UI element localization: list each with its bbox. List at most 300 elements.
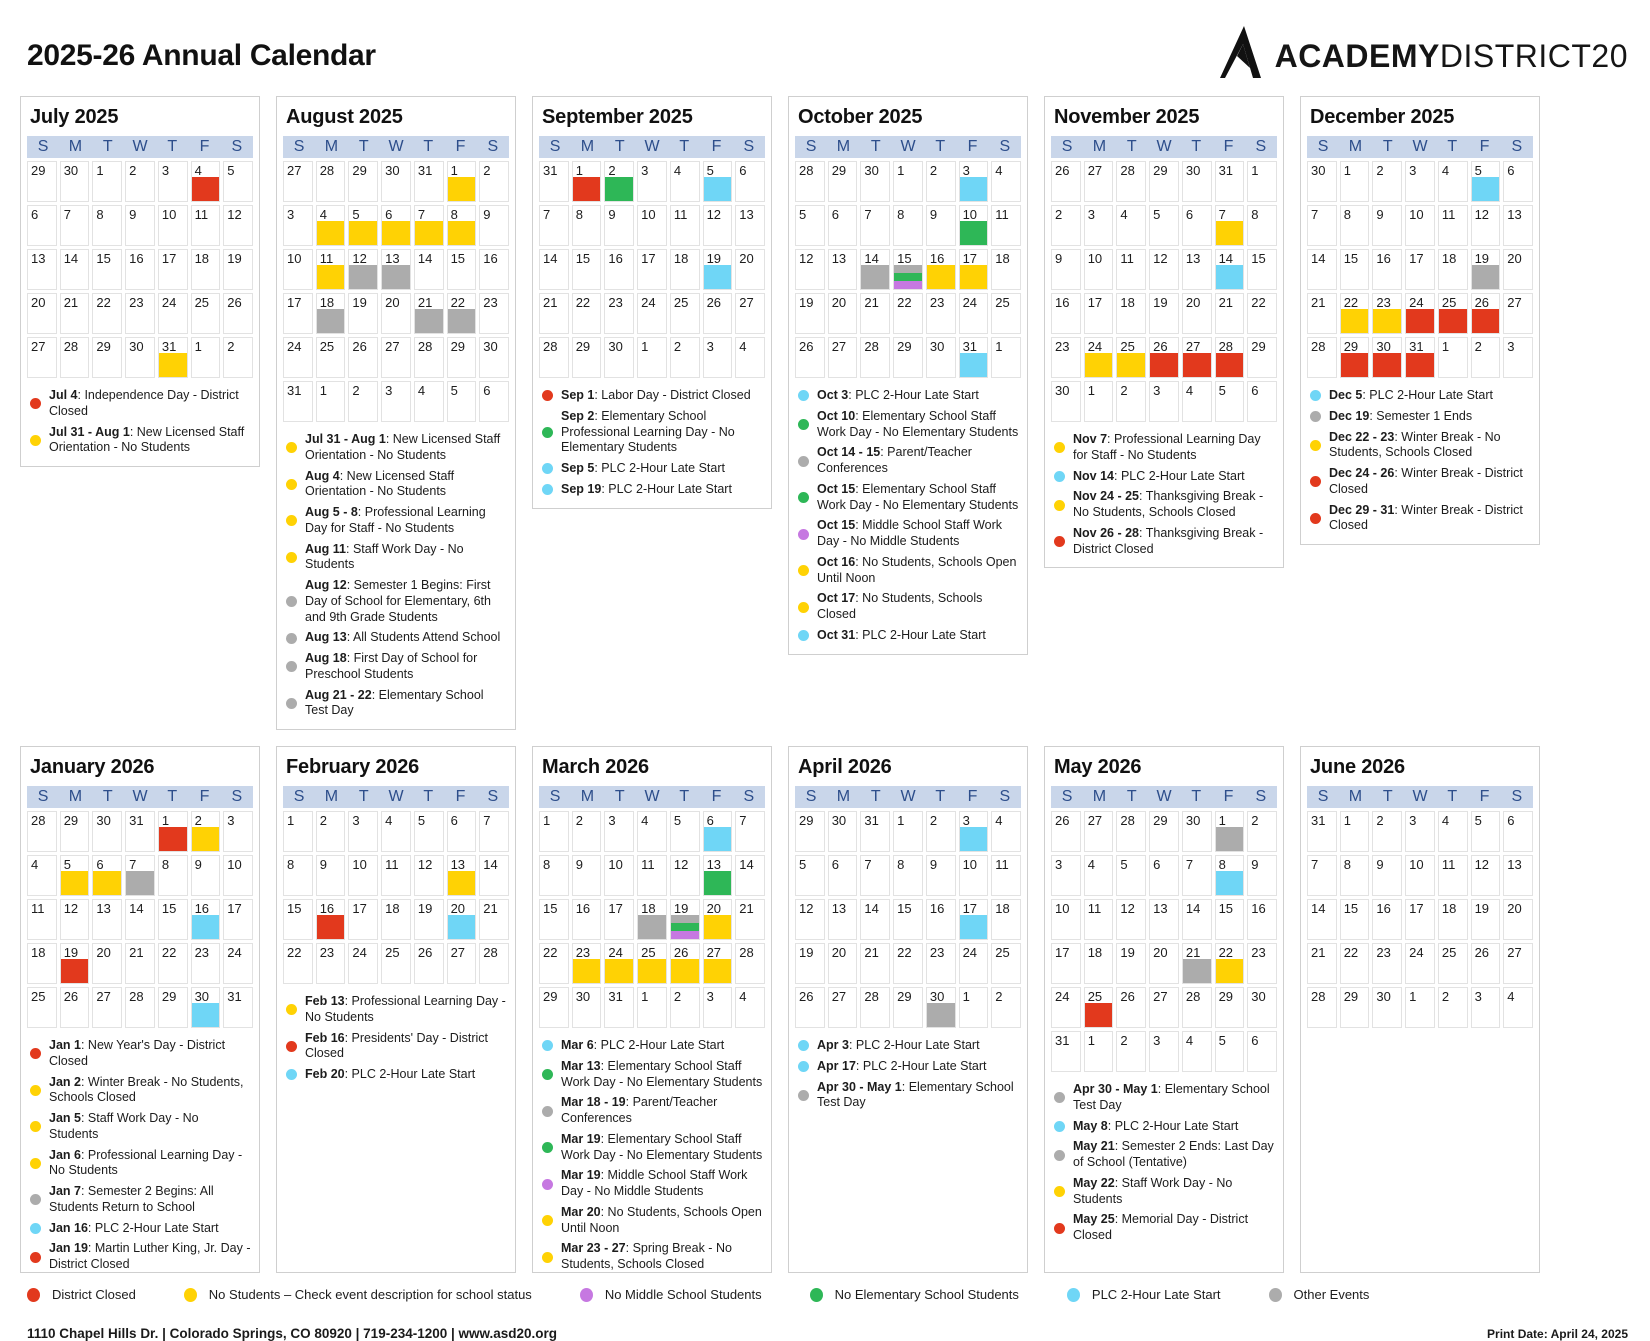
weekday-letter: T: [102, 788, 113, 805]
event-text: Mar 6: PLC 2-Hour Late Start: [561, 1038, 725, 1052]
day-number: 3: [352, 813, 360, 828]
weekday-letter: W: [644, 138, 660, 155]
day-number: 3: [641, 163, 649, 178]
day-cell: [926, 293, 956, 334]
highlight-gray: [126, 871, 154, 895]
day-cell: [1149, 205, 1179, 246]
day-number: 20: [1153, 945, 1168, 960]
day-number: 3: [1409, 163, 1417, 178]
day-cell: [447, 337, 477, 378]
month-panel-january-2026: [20, 746, 260, 1273]
day-cell: [125, 337, 155, 378]
day-cell: [926, 205, 956, 246]
day-cell: [158, 293, 188, 334]
day-cell: [828, 205, 858, 246]
day-cell: [604, 899, 634, 940]
day-number: 17: [352, 901, 367, 916]
day-cell: [1340, 293, 1370, 334]
day-number: 6: [1507, 163, 1515, 178]
day-highlight: [960, 265, 988, 289]
day-number: 13: [831, 901, 847, 916]
day-cell: [191, 205, 221, 246]
day-cell: [1247, 943, 1277, 984]
day-cell: [27, 899, 57, 940]
day-cell: [479, 811, 509, 852]
day-cell: [959, 337, 989, 378]
day-highlight: [927, 1003, 955, 1027]
day-cell: [1307, 161, 1337, 202]
weekday-letter: F: [711, 138, 722, 155]
day-cell: [637, 899, 667, 940]
day-cell: [1503, 205, 1533, 246]
day-number: 9: [1251, 857, 1259, 872]
day-cell: [1247, 161, 1277, 202]
day-number: 5: [1153, 207, 1161, 222]
day-number: 1: [995, 339, 1003, 354]
event-item: [1054, 1139, 1275, 1171]
day-number: 30: [1251, 989, 1266, 1004]
event-dot-yellow: [542, 1252, 553, 1263]
event-list: [795, 1038, 1021, 1111]
weekday-header: [27, 136, 253, 158]
day-cell: [1438, 249, 1468, 290]
day-cell: [1051, 943, 1081, 984]
day-highlight: [605, 959, 633, 983]
day-number: 12: [352, 251, 367, 266]
day-number: 22: [161, 945, 177, 960]
day-number: 2: [129, 163, 137, 178]
day-number: 28: [417, 339, 433, 354]
day-cell: [223, 811, 253, 852]
day-cell: [1149, 855, 1179, 896]
day-number: 4: [1120, 207, 1128, 222]
day-cell: [1372, 811, 1402, 852]
day-highlight: [671, 915, 699, 939]
day-cell: [1215, 899, 1245, 940]
event-text: Sep 2: Elementary School Professional Learning Day - No Elementary Students: [561, 408, 735, 455]
highlight-yellow: [1117, 353, 1145, 377]
day-cell: [1372, 943, 1402, 984]
event-item: [542, 1132, 763, 1164]
event-dot-purple: [542, 1179, 553, 1190]
day-number: 8: [897, 857, 905, 872]
day-number: 29: [831, 163, 847, 178]
district-logo: [1217, 26, 1628, 87]
event-dot-yellow: [30, 435, 41, 446]
day-highlight: [573, 959, 601, 983]
day-number: 4: [641, 813, 649, 828]
day-number: 31: [1055, 1033, 1070, 1048]
day-cell: [959, 249, 989, 290]
day-number: 10: [608, 857, 623, 872]
day-cell: [1182, 987, 1212, 1028]
day-number: 6: [1507, 813, 1515, 828]
day-number: 27: [1153, 989, 1168, 1004]
weekday-letter: F: [711, 788, 722, 805]
highlight-gray: [894, 265, 922, 273]
highlight-gray: [927, 1003, 955, 1027]
day-cell: [1405, 293, 1435, 334]
day-number: 11: [319, 251, 334, 266]
day-cell: [539, 811, 569, 852]
day-cell: [125, 855, 155, 896]
event-text: Mar 19: Elementary School Staff Work Day - No Elementary Students: [561, 1131, 763, 1162]
month-title: May 2026: [1054, 756, 1142, 778]
weekday-letter: T: [102, 138, 113, 155]
day-number: 22: [897, 295, 912, 310]
highlight-yellow: [448, 871, 476, 895]
event-dot-gray: [798, 1090, 809, 1101]
weekday-letter: S: [1511, 138, 1523, 155]
day-number: 6: [706, 813, 714, 828]
day-number: 9: [608, 207, 616, 222]
day-number: 19: [673, 901, 689, 916]
highlight-blue: [1472, 177, 1500, 201]
event-item: [798, 409, 1019, 441]
event-item: [798, 628, 1019, 644]
day-cell: [348, 855, 378, 896]
day-number: 9: [929, 857, 938, 872]
day-highlight: [960, 353, 988, 377]
day-cell: [348, 337, 378, 378]
day-number: 8: [1343, 857, 1351, 872]
event-dot-red: [542, 390, 553, 401]
day-cell: [414, 293, 444, 334]
weekday-letter: M: [324, 138, 339, 155]
day-cell: [670, 899, 700, 940]
day-number: 29: [897, 339, 912, 354]
day-cell: [1182, 249, 1212, 290]
day-cell: [27, 987, 57, 1028]
day-cell: [125, 205, 155, 246]
highlight-yellow: [349, 221, 377, 245]
highlight-blue: [1216, 871, 1244, 895]
day-number: 3: [1055, 857, 1063, 872]
event-item: [542, 1038, 763, 1054]
day-number: 28: [483, 945, 498, 960]
day-number: 9: [575, 857, 583, 872]
event-text: Apr 3: PLC 2-Hour Late Start: [817, 1038, 980, 1052]
event-text: Jul 31 - Aug 1: New Licensed Staff Orientation - No Students: [49, 424, 245, 455]
event-item: [286, 505, 507, 537]
day-cell: [670, 161, 700, 202]
day-number: 28: [739, 945, 754, 960]
day-cell: [860, 811, 890, 852]
day-cell: [637, 205, 667, 246]
day-number: 29: [352, 163, 367, 178]
day-number: 29: [1343, 339, 1359, 354]
day-number: 3: [161, 163, 170, 178]
day-cell: [572, 855, 602, 896]
day-highlight: [1406, 309, 1434, 333]
logo-text: [1275, 38, 1628, 75]
day-cell: [1471, 293, 1501, 334]
day-highlight: [317, 265, 345, 289]
day-number: 30: [929, 339, 945, 354]
day-number: 7: [864, 857, 872, 872]
day-number: 28: [1218, 339, 1234, 354]
weekday-letter: T: [167, 138, 178, 155]
day-number: 3: [706, 339, 714, 354]
event-item: [30, 425, 251, 457]
event-dot-red: [30, 1252, 41, 1263]
day-cell: [316, 249, 346, 290]
day-cell: [1116, 161, 1146, 202]
day-number: 17: [641, 251, 656, 266]
event-text: Jan 6: Professional Learning Day - No Students: [49, 1147, 243, 1178]
day-number: 11: [995, 207, 1009, 222]
day-cell: [539, 943, 569, 984]
event-dot-blue: [798, 1040, 809, 1051]
weekday-letter: S: [293, 788, 305, 805]
day-number: 2: [608, 163, 616, 178]
month-title: October 2025: [798, 106, 923, 128]
day-cell: [60, 987, 90, 1028]
day-number: 12: [1474, 207, 1490, 222]
event-dot-green: [542, 1142, 553, 1153]
day-number: 29: [31, 163, 46, 178]
weekday-letter: T: [423, 788, 434, 805]
day-number: 16: [929, 901, 945, 916]
day-cell: [1215, 943, 1245, 984]
day-number: 14: [129, 901, 144, 916]
weekday-letter: F: [967, 138, 978, 155]
day-number: 14: [63, 251, 79, 266]
day-cell: [1247, 987, 1277, 1028]
day-number: 23: [129, 295, 144, 310]
day-cell: [1247, 381, 1277, 422]
day-cell: [125, 249, 155, 290]
day-cell: [539, 249, 569, 290]
day-number: 31: [1409, 339, 1424, 354]
day-cell: [447, 161, 477, 202]
day-cell: [223, 987, 253, 1028]
event-text: Mar 23 - 27: Spring Break - No Students, Schools Closed: [561, 1241, 732, 1271]
weekday-letter: S: [293, 138, 305, 155]
day-number: 11: [31, 901, 45, 916]
day-cell: [316, 811, 346, 852]
day-number: 2: [929, 163, 938, 178]
event-item: [1310, 409, 1531, 425]
day-cell: [447, 249, 477, 290]
day-cell: [447, 381, 477, 422]
day-number: 22: [1251, 295, 1266, 310]
day-number: 7: [1311, 207, 1319, 222]
event-text: May 22: Staff Work Day - No Students: [1073, 1175, 1233, 1206]
day-number: 13: [385, 251, 400, 266]
day-cell: [1116, 205, 1146, 246]
day-number: 29: [1153, 163, 1168, 178]
day-number: 6: [483, 383, 491, 398]
weekday-letter: F: [1223, 138, 1234, 155]
day-cell: [1247, 1031, 1277, 1072]
day-number: 21: [864, 945, 879, 960]
day-cell: [27, 161, 57, 202]
day-number: 9: [319, 857, 327, 872]
day-number: 11: [1441, 207, 1456, 222]
day-number: 1: [194, 339, 202, 354]
day-number: 6: [1251, 1033, 1259, 1048]
day-cell: [316, 205, 346, 246]
day-cell: [479, 899, 509, 940]
day-cell: [1182, 161, 1212, 202]
day-number: 25: [31, 989, 46, 1004]
day-cell: [414, 161, 444, 202]
day-cell: [539, 337, 569, 378]
event-text: Feb 13: Professional Learning Day - No Students: [305, 994, 506, 1024]
day-grid: [795, 161, 1021, 378]
day-number: 28: [864, 989, 879, 1004]
event-dot-gray: [30, 1194, 41, 1205]
day-cell: [1503, 161, 1533, 202]
day-cell: [381, 337, 411, 378]
day-cell: [223, 855, 253, 896]
day-cell: [283, 811, 313, 852]
day-cell: [1405, 205, 1435, 246]
highlight-yellow: [159, 353, 187, 377]
day-highlight: [448, 871, 476, 895]
day-grid: [27, 161, 253, 378]
day-number: 26: [1474, 295, 1490, 310]
day-grid: [1051, 811, 1277, 1072]
day-number: 2: [673, 339, 682, 354]
day-highlight: [1341, 309, 1369, 333]
event-dot-green: [542, 1069, 553, 1080]
day-number: 30: [1376, 989, 1391, 1004]
day-number: 3: [962, 163, 970, 178]
day-cell: [381, 293, 411, 334]
legend-label: No Elementary School Students: [834, 1287, 1019, 1302]
weekday-letter: W: [1156, 788, 1172, 805]
day-number: 10: [1409, 857, 1424, 872]
day-number: 1: [962, 989, 970, 1004]
day-highlight: [1341, 353, 1369, 377]
highlight-yellow: [605, 959, 633, 983]
day-number: 4: [385, 813, 393, 828]
day-cell: [283, 205, 313, 246]
legend-label: No Students – Check event description for school status: [208, 1287, 532, 1302]
day-cell: [447, 899, 477, 940]
day-cell: [60, 161, 90, 202]
day-number: 4: [194, 163, 202, 178]
day-cell: [158, 337, 188, 378]
event-text: Apr 17: PLC 2-Hour Late Start: [817, 1058, 987, 1073]
highlight-gray: [448, 309, 476, 333]
day-number: 20: [1507, 251, 1522, 266]
day-highlight: [1406, 353, 1434, 377]
day-number: 24: [1087, 339, 1103, 354]
day-highlight: [1373, 309, 1401, 333]
day-cell: [381, 161, 411, 202]
day-highlight: [894, 265, 922, 289]
day-cell: [1084, 381, 1114, 422]
event-dot-blue: [1054, 1121, 1065, 1132]
day-cell: [1084, 855, 1114, 896]
day-number: 7: [63, 207, 71, 222]
day-number: 31: [543, 163, 558, 178]
day-cell: [703, 899, 733, 940]
day-cell: [1084, 811, 1114, 852]
day-cell: [893, 249, 923, 290]
day-cell: [735, 205, 765, 246]
day-cell: [670, 943, 700, 984]
month-panel-december-2025: [1300, 96, 1540, 545]
day-cell: [1247, 899, 1277, 940]
month-panel-october-2025: [788, 96, 1028, 655]
day-number: 12: [1153, 251, 1168, 266]
day-cell: [604, 205, 634, 246]
day-number: 30: [129, 339, 144, 354]
day-cell: [1215, 293, 1245, 334]
day-number: 10: [1087, 251, 1103, 266]
day-cell: [828, 811, 858, 852]
day-grid: [283, 811, 509, 984]
day-number: 16: [483, 251, 498, 266]
event-dot-red: [1310, 513, 1321, 524]
event-item: [30, 1221, 251, 1237]
day-cell: [703, 855, 733, 896]
day-cell: [1340, 899, 1370, 940]
day-cell: [604, 943, 634, 984]
day-cell: [92, 855, 122, 896]
day-number: 30: [194, 989, 210, 1004]
day-cell: [191, 855, 221, 896]
day-cell: [1051, 293, 1081, 334]
weekday-header: [1051, 786, 1277, 808]
event-item: [798, 1038, 1019, 1054]
event-dot-gray: [1054, 1150, 1065, 1161]
day-cell: [795, 855, 825, 896]
weekday-letter: S: [37, 138, 49, 155]
day-highlight: [704, 827, 732, 851]
day-cell: [1051, 205, 1081, 246]
weekday-letter: S: [1317, 138, 1329, 155]
day-number: 2: [575, 813, 583, 828]
day-number: 2: [1120, 383, 1128, 398]
day-number: 13: [1507, 857, 1522, 872]
day-highlight: [159, 353, 187, 377]
day-highlight: [317, 221, 345, 245]
day-number: 19: [417, 901, 433, 916]
day-cell: [926, 337, 956, 378]
day-cell: [991, 161, 1021, 202]
event-dot-yellow: [286, 515, 297, 526]
day-cell: [60, 855, 90, 896]
event-item: [542, 1205, 763, 1237]
day-number: 27: [450, 945, 466, 960]
day-number: 12: [706, 207, 722, 222]
weekday-letter: M: [580, 788, 595, 805]
day-number: 15: [897, 251, 912, 266]
day-cell: [1340, 943, 1370, 984]
day-cell: [1405, 249, 1435, 290]
event-item: [286, 688, 507, 720]
day-cell: [158, 943, 188, 984]
day-cell: [1247, 249, 1277, 290]
event-text: Mar 20: No Students, Schools Open Until Noon: [561, 1204, 762, 1235]
day-number: 7: [483, 813, 491, 828]
event-text: Oct 31: PLC 2-Hour Late Start: [817, 627, 986, 642]
highlight-yellow: [448, 221, 476, 245]
day-cell: [735, 855, 765, 896]
day-cell: [572, 249, 602, 290]
month-panel-june-2026: [1300, 746, 1540, 1273]
day-cell: [381, 381, 411, 422]
event-item: [542, 461, 763, 477]
day-number: 20: [450, 901, 466, 916]
highlight-red: [1406, 353, 1434, 377]
day-cell: [1372, 855, 1402, 896]
